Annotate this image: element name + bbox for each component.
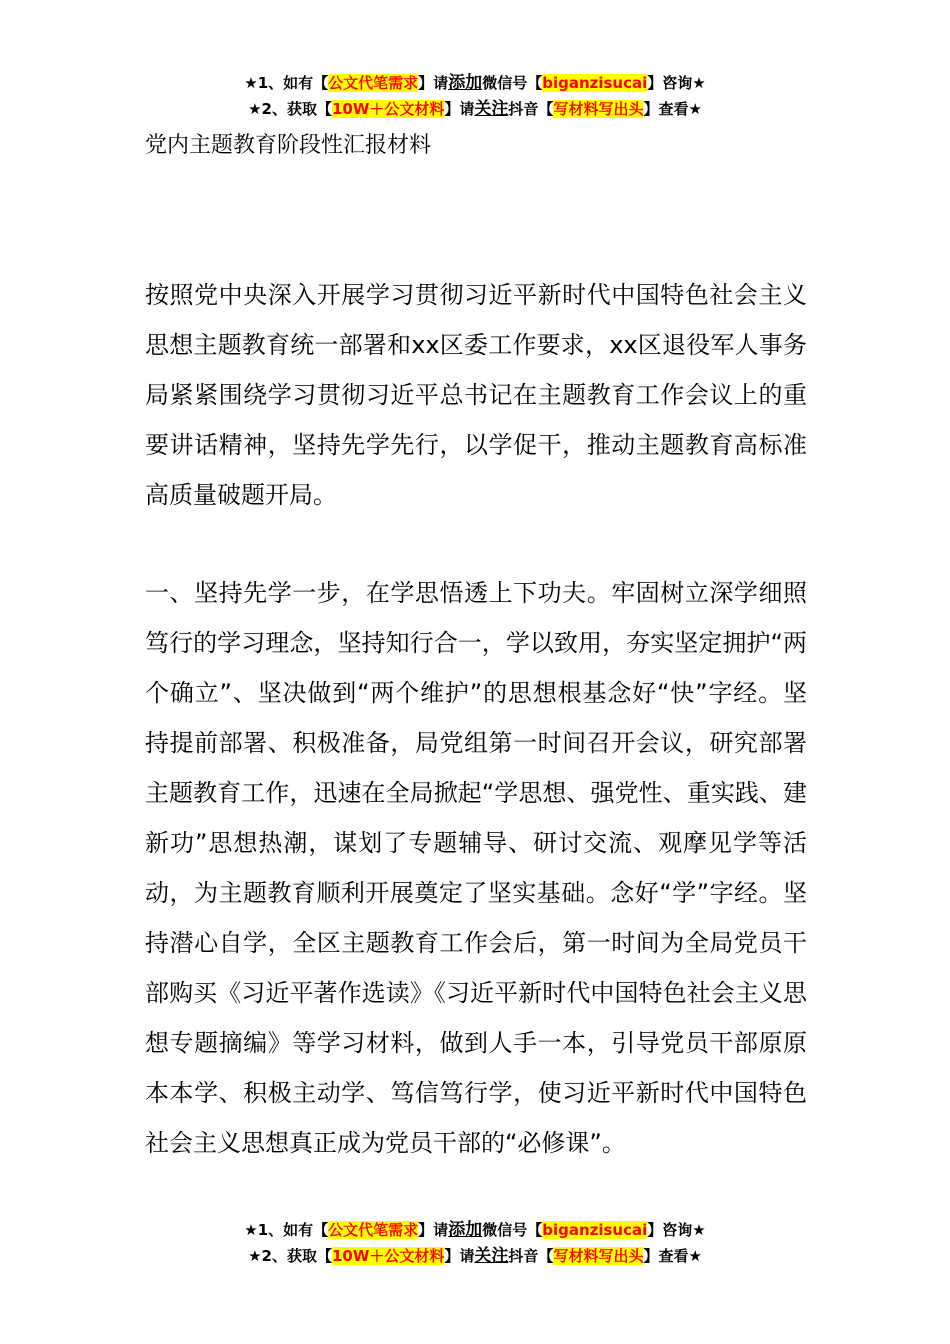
promo-douyin-id: 写材料写出头: [553, 1247, 644, 1265]
promo-text: 】咨询★: [647, 1221, 706, 1239]
promo-highlight: 公文代笔需求: [328, 74, 419, 92]
paragraph-intro: 按照党中央深入开展学习贯彻习近平新时代中国特色社会主义思想主题教育统一部署和xx区委工作要求，xx区退役军人事务局紧紧围绕学习贯彻习近平总书记在主题教育工作会议上的重要讲话精神，坚持先学先行，以学促干，推动主题教育高标准高质量破题开局。: [145, 281, 807, 509]
promo-line-2: [0, 96, 950, 122]
promo-douyin-id: 写材料写出头: [553, 100, 644, 118]
promo-text: 】咨询★: [647, 74, 706, 92]
promo-text: 抖音【: [508, 100, 554, 118]
promo-text: 】查看★: [643, 100, 702, 118]
promo-text: 微信号【: [482, 74, 543, 92]
paragraph-section-1: 一、坚持先学一步，在学思悟透上下功夫。牢固树立深学细照笃行的学习理念，坚持知行合一，学以致用，夯实坚定拥护“两个确立”、坚决做到“两个维护”的思想根基念好“快”字经。坚持提前部署、积极准备，局党组第一时间召开会议，研究部署主题教育工作，迅速在全局掀起“学思想、强党性、重实践、建新功”思想热潮，谋划了专题辅导、研讨交流、观摩见学等活动，为主题教育顺利开展奠定了坚实基础。念好“学”字经。坚持潜心自学，全区主题教育工作会后，第一时间为全局党员干部购买《习近平著作选读》《习近平新时代中国特色社会主义思想专题摘编》等学习材料，做到人手一本，引导党员干部原原本本学、积极主动学、笃信笃行学，使习近平新时代中国特色社会主义思想真正成为党员干部的“必修课”。: [145, 579, 807, 1157]
promo-text: ★2、获取【: [248, 100, 332, 118]
promo-text: 】请: [418, 74, 449, 92]
promo-highlight: 10W＋公文材料: [331, 100, 445, 118]
promo-text: 抖音【: [508, 1247, 554, 1265]
promo-text: 】查看★: [643, 1247, 702, 1265]
promo-emphasis: 添加: [448, 73, 483, 93]
promo-text: 】请: [418, 1221, 449, 1239]
promo-emphasis: 添加: [448, 1220, 483, 1240]
promo-emphasis: 关注: [474, 1246, 509, 1266]
promo-text: 微信号【: [482, 1221, 543, 1239]
promo-highlight: 公文代笔需求: [328, 1221, 419, 1239]
promo-wechat-id: biganzisucai: [542, 74, 648, 92]
promo-text: 】请: [444, 1247, 475, 1265]
footer-promo-banner: [0, 1217, 950, 1269]
promo-emphasis: 关注: [474, 99, 509, 119]
promo-line-1: [0, 1217, 950, 1243]
document-title: 党内主题教育阶段性汇报材料: [145, 133, 432, 158]
promo-text: ★1、如有【: [244, 1221, 329, 1239]
header-promo-banner: [0, 70, 950, 122]
promo-text: ★1、如有【: [244, 74, 329, 92]
promo-highlight: 10W＋公文材料: [331, 1247, 445, 1265]
promo-text: 】请: [444, 100, 475, 118]
promo-line-2: [0, 1243, 950, 1269]
promo-wechat-id: biganzisucai: [542, 1221, 648, 1239]
promo-text: ★2、获取【: [248, 1247, 332, 1265]
promo-line-1: [0, 70, 950, 96]
